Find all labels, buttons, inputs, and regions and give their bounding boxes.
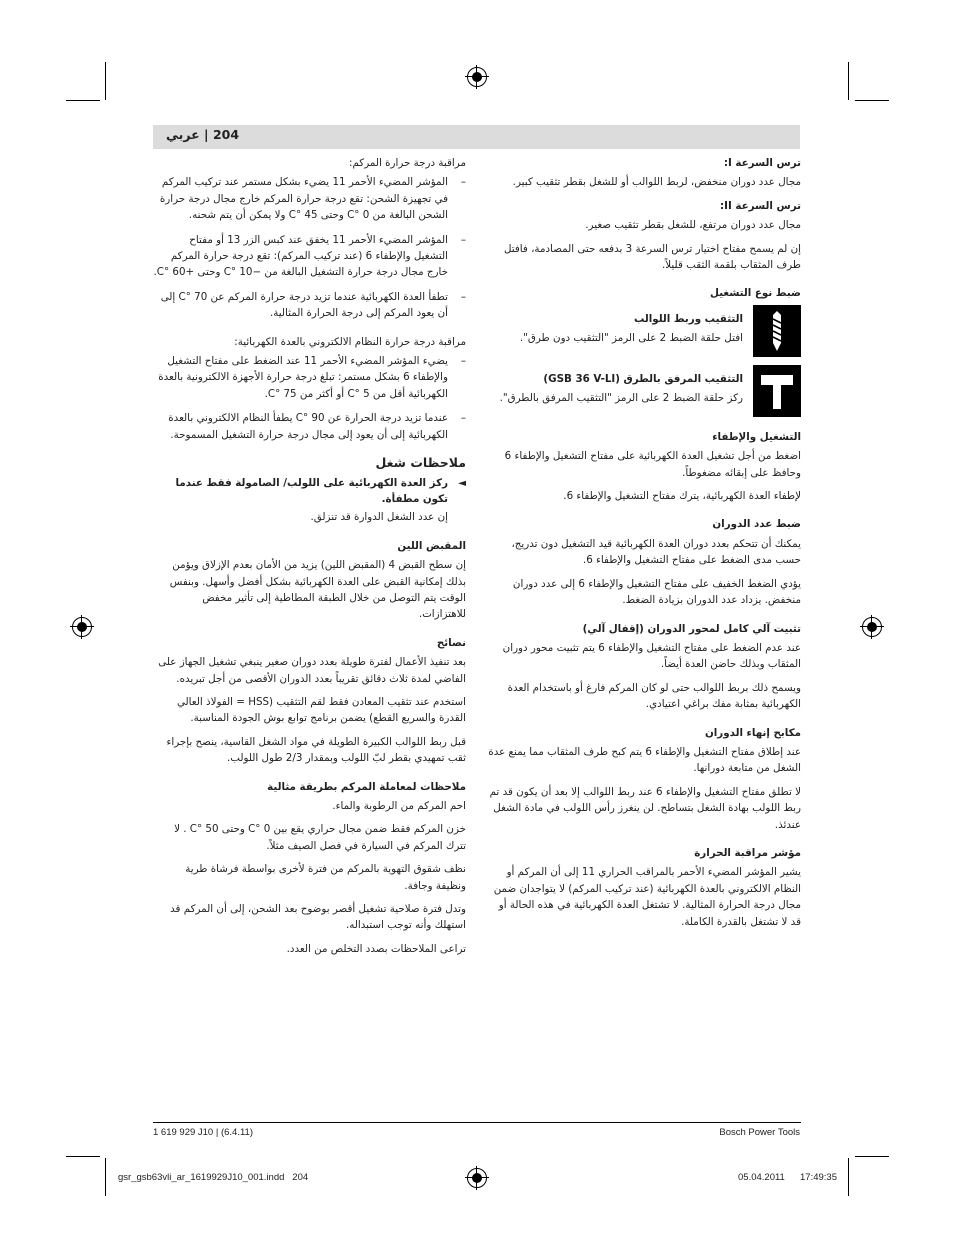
hammer-icon [753,365,801,417]
onoff-text-2: لإطفاء العدة الكهربائية، يترك مفتاح التشغيل والإطفاء 6. [563,490,801,503]
hammer-mode-title: التثقيب المرفق بالطرق (GSB 36 V-LI) [543,372,743,385]
battery-temp-title: مراقبة درجة حرارة المركم: [348,157,466,169]
registration-mark-icon [72,617,92,637]
right-column [488,155,801,937]
battery-care-1: احم المركم من الرطوبة والماء. [332,800,466,812]
brake-title: مكابح إنهاء الدوران [704,726,801,739]
battery-care-3: نظف شقوق التهوية بالمركم من فترة لأخرى بواسطة فرشاة طرية ونظيفة وجافة. [185,863,466,892]
tips-text-3: قبل ربط اللوالب الكبيرة الطويلة في مواد الشغل القاسية، ينصح بإجراء ثقب تمهيدي بقطر لبّ اللولب وبمقدار 2/3 طول اللولب. [166,735,466,765]
page-number-label: 204 | عربي [166,127,240,142]
list-item: – المؤشر المضيء الأحمر 11 يخفق عند كبس الزر 13 أو مفتاح التشغيل والإطفاء 6 (عند تركيب المركم): تقع درجة حرارة المركم خارج مجال درجة حرارة التشغيل البالغة من −10 °C وحتى +60 °C. [153,233,466,279]
speed-text-2: يؤدي الضغط الخفيف على مفتاح التشغيل والإطفاء 6 إلى عدد دوران منخفض. يزداد عدد الدوران بزيادة الضغط. [512,577,801,607]
file-name: gsr_gsb63vli_ar_1619929J10_001.indd 204 [118,1172,309,1183]
gear-note: إن لم يسمح مفتاح اختيار ترس السرعة 3 بدفعه حتى المصادمة، فافتل طرف المثقاب بلقمة الثقب قليلاً. [503,242,801,272]
brake-text-1: عند إطلاق مفتاح التشغيل والإطفاء 6 يتم كبح طرف المثقاب مما يمنع عدة الشغل من متابعة دورانها. [488,745,801,775]
registration-mark-icon [467,67,487,87]
electronics-title: مراقبة درجة حرارة النظام الالكتروني بالعدة الكهربائية: [234,335,466,348]
brake-text-2: لا تطلق مفتاح التشغيل والإطفاء 6 عند ربط اللوالب إلا بعد أن يكون قد تم ربط اللولب بهادة الشغل بتساطح. لن ينغرز رأس اللولب في مادة الشغل عندئذ. [489,785,801,831]
crop-mark [105,62,106,100]
list-item: – يضيء المؤشر المضيء الأحمر 11 عند الضغط على مفتاح التشغيل والإطفاء 6 بشكل مستمر: تبلغ درجة حرارة الأجهزة الالكترونية بالعدة الكهربائية أقل من 5 °C أو أكثر من 75 °C. [158,355,466,400]
work-notes-text: إن عدد الشغل الدوارة قد تنزلق. [310,511,448,524]
doc-number: 1 619 929 J10 | (6.4.11) [153,1127,254,1138]
onoff-text-1: اضغط من أجل تشغيل العدة الكهربائية على مفتاح التشغيل والإطفاء 6 وحافظ على إبقائه مضغوطاً. [504,450,801,479]
speed-title: ضبط عدد الدوران [712,518,801,531]
temp-text: يشير المؤشر المضيء الأحمر بالمراقب الحراري 11 إلى أن المركم أو النظام الالكتروني بالعدة الكهربائية (عند تركيب المركم) لا يتواجدان ضمن مجال درجة الحرارة المثالية. لا تشتغل العدة الكهربائية في هذه الحالة أو قد لا تشتغل بالقدرة الكاملة. [493,866,801,928]
work-notes-bullet: ◄ ركز العدة الكهربائية على اللولب/ الصامولة فقط عندما تكون مطفأة. [175,476,466,505]
lock-title: تثبيت آلي كامل لمحور الدوران (إقفال آلي) [582,622,801,635]
onoff-title: التشغيل والإطفاء [712,430,801,443]
registration-mark-icon [862,617,882,637]
print-date: 05.04.2011 [738,1172,785,1183]
gear1-title: ترس السرعة I: [723,157,801,169]
left-column [153,155,466,964]
page-header-bar [153,125,800,149]
drill-mode-title: التثقيب وربط اللوالب [633,312,743,325]
grip-title: المقبض اللين [397,539,466,552]
brand-name: Bosch Power Tools [719,1127,800,1138]
list-item: – عندما تزيد درجة الحرارة عن 90 °C يطفأ النظام الالكتروني بالعدة الكهربائية إلى أن يعود إلى مجال درجة حرارة التشغيل المسموحة. [168,412,466,441]
drill-bit-icon [753,305,801,357]
list-item: – المؤشر المضيء الأحمر 11 يضيء بشكل مستمر عند تركيب المركم في تجهيزة الشحن: تقع درجة حرارة المركم خارج مجال درجة حرارة الشحن البالغة من 0 °C وحتى 45 °C ولا يمكن أن يتم شحنه. [159,176,466,222]
hammer-mode-text: ركز حلقة الضبط 2 على الرمز "التثقيب المرفق بالطرق". [499,392,743,405]
registration-mark-icon [467,1168,487,1188]
print-time: 17:49:35 [800,1172,837,1183]
gear2-text: مجال عدد دوران مرتفع، للشغل بقطر تثقيب صغير. [585,219,801,232]
crop-mark [848,1158,849,1196]
crop-mark [105,1158,106,1196]
speed-text-1: يمكنك أن تتحكم بعدد دوران العدة الكهربائية قيد التشغيل دون تدريج، حسب مدى الضغط على مفتاح التشغيل والإطفاء 6. [511,537,801,567]
mode-title: ضبط نوع التشغيل [710,287,801,300]
hammer-mode-row [488,365,801,417]
list-item: – تطفأ العدة الكهربائية عندما تزيد درجة حرارة المركم عن 70 °C إلى أن يعود المركم إلى درجة الحرارة المثالية. [160,290,466,320]
battery-care-title: ملاحظات لمعاملة المركم بطريقة مثالية [267,780,466,793]
battery-care-2: خزن المركم فقط ضمن مجال حراري يقع بين 0 °C وحتى 50 °C . لا تترك المركم في السيارة في فصل الصيف مثلاً. [174,823,466,852]
battery-care-5: تراعى الملاحظات بصدد التخلص من العدد. [286,942,466,955]
crop-mark [66,100,100,101]
tips-title: نصائح [436,636,466,649]
crop-mark [848,62,849,100]
drill-mode-text: افتل حلقة الضبط 2 على الرمز "التثقيب دون طرق". [519,332,743,345]
work-notes-title: ملاحظات شغل [375,455,466,471]
temp-title: مؤشر مراقبة الحرارة [694,846,801,859]
crop-mark [66,1156,100,1157]
footer-rule [153,1122,801,1123]
crop-mark [855,100,889,101]
crop-mark [855,1156,889,1157]
lock-text-2: ويسمح ذلك بربط اللوالب حتى لو كان المركم فارغ أو باستخدام العدة الكهربائية بمثابة مفك براغي اعتيادي. [507,681,801,711]
gear2-title: ترس السرعة II: [719,199,801,212]
battery-care-4: وتدل فترة صلاحية تشغيل أقصر بوضوح بعد الشحن، إلى أن المركم قد استهلك وأنه توجب استبداله. [170,903,466,932]
drill-mode-row [488,305,801,357]
tips-text-1: بعد تنفيذ الأعمال لفترة طويلة بعدد دوران صغير ينبغي تشغيل الجهاز على الفاضي لمدة ثلاث دقائق تقريباً بعدد الدوران الأقصى من أجل تبريده. [158,656,466,685]
grip-text: إن سطح القبض 4 (المقبض اللين) يزيد من الأمان بعدم الإزلاق ويؤمن بذلك إمكانية القبض على العدة الكهربائية بشكل أفضل وأسهل. وبنفس الوقت يتم التوصل من خلال الطبقة المطاطية إلى تأثير مخفض للاهتزازات. [169,559,466,621]
gear1-text: مجال عدد دوران منخفض، لربط اللوالب أو للشغل بقطر تثقيب كبير. [512,176,801,189]
tips-text-2: استخدم عند تثقيب المعادن فقط لقم التثقيب (HSS = الفولاذ العالي القدرة والسريع القطع) يضمن برنامج توابع بوش الجودة المناسبة. [176,695,466,725]
lock-text-1: عند عدم الضغط على مفتاح التشغيل والإطفاء 6 يتم تثبيت محور دوران المثقاب وبذلك حاضن العدة أيضاً. [502,641,801,671]
